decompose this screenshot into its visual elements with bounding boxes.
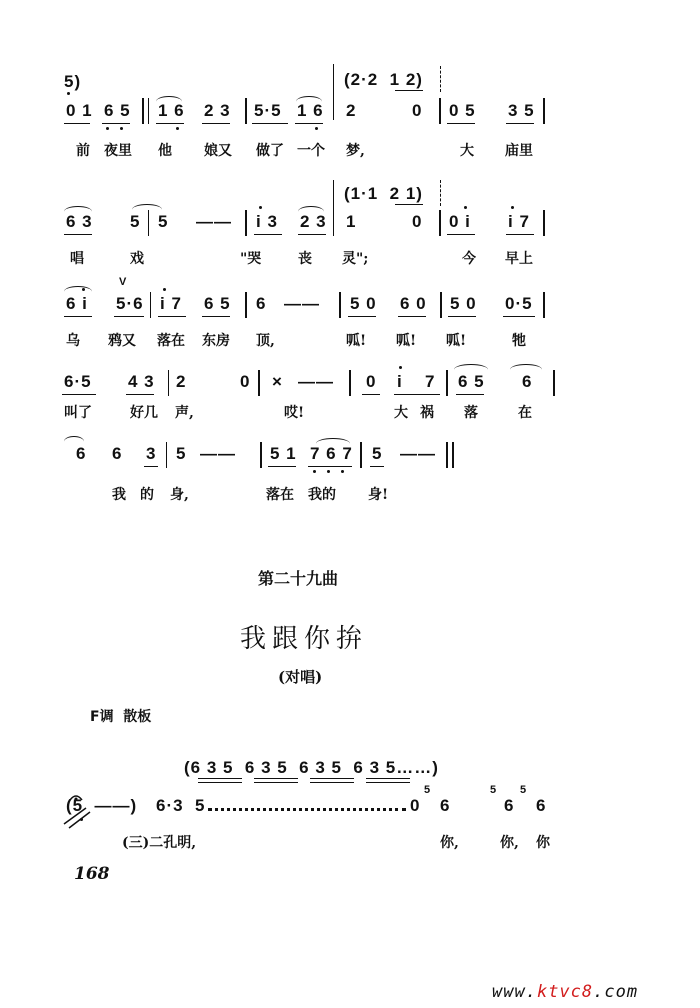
note: 5 [158,212,169,231]
lyric: "哭 [240,251,262,267]
bar-line [245,210,247,236]
lyric: 呱! [396,333,417,349]
lyric: 好几 [130,405,158,421]
bar-line [260,442,262,468]
lyric: 夜里 [104,143,132,159]
watermark-prefix: www. [492,982,537,1002]
dash: —— [200,444,236,463]
low-dot [315,127,318,130]
note: 6 [504,796,515,815]
underline [447,123,475,124]
low-dot [327,470,330,473]
lyric: 东房 [202,333,230,349]
bar-line [439,210,441,236]
low-dot [176,127,179,130]
lyric: 早上 [505,251,533,267]
high-dot [163,288,166,291]
high-dot [511,206,514,209]
underline [348,316,376,317]
underline [394,394,440,395]
underline [456,394,484,395]
lyric: 梦, [346,143,365,159]
lyric: 一个 [297,143,325,159]
page-number: 168 [74,864,110,884]
bar-line [150,292,151,318]
underline [158,316,186,317]
lyric: 身, [170,487,189,503]
underline [395,204,423,205]
underline [447,234,475,235]
lyric: 前 [76,143,90,159]
note-group: 6 0 [400,294,427,313]
underline [268,466,296,467]
lyric: 声, [175,405,194,421]
rest-mark: × [272,372,283,391]
note-group: 2 3 [300,212,327,231]
lyric: 顶, [256,333,275,349]
song-title: 我跟你拚 [240,624,369,654]
lyric: 鸦又 [108,333,136,349]
note: 6 [76,444,87,463]
lyric: 哎! [284,405,305,421]
grace-note: 5 [424,784,431,796]
note: 0 [366,372,377,391]
watermark-suffix: .com [593,982,639,1002]
underline [448,316,476,317]
final-bar [446,442,448,468]
note-group: 0 i [449,212,471,231]
note-group: 0 5 [449,101,476,120]
bar-line [440,292,442,318]
lyric: 叫了 [64,405,92,421]
high-dot [82,288,85,291]
dash: —— [284,294,320,313]
note-group: 5·6 [116,294,144,313]
dash: —— [298,372,334,391]
bar-line [360,442,362,468]
high-dot [464,206,467,209]
note-group: 3 5 [508,101,535,120]
lyric: 他 [158,143,172,159]
lyric: 我的 [308,487,336,503]
lyric: 你 [536,835,550,851]
lyric: 祸 [420,405,434,421]
bar-line [148,98,149,124]
lyric: 大 [460,143,474,159]
grace-note: 5 [520,784,527,796]
bar-line [142,98,144,124]
note: 7 [425,372,436,391]
lyric: 落在 [157,333,185,349]
bar-line [543,98,545,124]
bar-line [349,370,351,396]
lyric: 在 [518,405,532,421]
note: 1 [346,212,357,231]
pickup-note: 5) [64,72,82,91]
note-group: 5·5 [254,101,282,120]
underline [62,394,96,395]
bar-line [168,370,169,396]
underline [126,394,154,395]
note-group: 1 6 [297,101,324,120]
lyric: 丧 [298,251,312,267]
note: 0 [412,212,423,231]
note-group: 6 5 [458,372,485,391]
lyric: 落 [464,405,478,421]
note: 3 [146,444,157,463]
note-group: 4 3 [128,372,155,391]
underline [64,123,90,124]
underline [295,123,323,124]
low-dot [313,470,316,473]
underline [102,123,130,124]
note-group: 6 i [66,294,88,313]
underline [506,234,534,235]
lyric: 唱 [70,251,84,267]
dashed-bar [440,180,441,206]
underline [254,778,298,779]
lyric: 的 [140,487,154,503]
grace-note: 5 [490,784,497,796]
low-dot [106,127,109,130]
bar-line [543,292,545,318]
note-group: 6 3 [66,212,93,231]
lyric: 牠 [512,333,526,349]
underline [254,782,298,783]
lyric: 今 [462,251,476,267]
high-dot [399,366,402,369]
repeat-bar [333,64,334,120]
underline [202,316,230,317]
low-dot [67,92,70,95]
bracket-phrase: (2·2 1 2) [344,70,423,89]
note: 6 [440,796,451,815]
note-group: 5 1 [270,444,297,463]
underline [252,123,288,124]
note: 6 [256,294,267,313]
low-dot [341,470,344,473]
note: 5 [176,444,187,463]
lyric: 做了 [256,143,284,159]
underline [395,90,423,91]
free-phrase: (5 ——) [66,796,138,815]
note: 2 [176,372,187,391]
underline [366,782,410,783]
underline [156,123,184,124]
repeat-bar [333,180,334,236]
watermark-brand: ktvc8 [536,982,594,1002]
lyric: 落在 [266,487,294,503]
underline [64,316,92,317]
lyric: 你, [440,835,459,851]
breath-mark: V [119,276,127,288]
bar-line [245,98,247,124]
underline [366,778,410,779]
lyric: 灵"; [342,251,369,267]
bar-line [166,442,167,468]
underline [370,466,384,467]
bar-line [258,370,260,396]
underline [503,316,535,317]
underline [506,123,534,124]
note-group: 0·5 [505,294,533,313]
note-group: 6 5 [104,101,131,120]
bar-line [446,370,448,396]
low-dot [120,127,123,130]
dash: —— [196,212,232,231]
bar-line [553,370,555,396]
note-group: 7 6 7 [310,444,353,463]
final-bar [452,442,454,468]
underline [198,782,242,783]
low-dot [80,818,83,821]
note: 5 [130,212,141,231]
key-tempo: F调 散板 [90,709,152,725]
note-group: 1 6 [158,101,185,120]
lyric: 呱! [446,333,467,349]
underline [308,466,352,467]
underline [144,466,158,467]
dashed-bar [440,66,441,92]
bar-line [245,292,247,318]
underline [202,123,230,124]
note: 0 [240,372,251,391]
note: 6 [112,444,123,463]
note-group: i 7 [160,294,182,313]
underline [114,316,144,317]
note-group: i 3 [256,212,278,231]
lyric: (三)二孔明, [122,835,197,851]
watermark [492,982,638,1002]
note: 5 [372,444,383,463]
underline [298,234,326,235]
underline [362,394,380,395]
note: 6 [522,372,533,391]
note-group: 5 0 [450,294,477,313]
note: 0 [412,101,423,120]
slur [296,96,322,107]
lyric: 呱! [346,333,367,349]
underline [64,234,92,235]
note: 0 [410,796,421,815]
dash: —— [400,444,436,463]
bar-line [339,292,341,318]
lyric: 我 [112,487,126,503]
intro-phrase: (6 3 5 6 3 5 6 3 5 6 3 5……) [184,758,439,777]
high-dot [259,206,262,209]
lyric: 庙里 [505,143,533,159]
lyric: 娘又 [204,143,232,159]
lyric: 戏 [130,251,144,267]
underline [310,782,354,783]
note-group: 0 1 [66,101,93,120]
bar-line [439,98,441,124]
underline [310,778,354,779]
song-number: 第二十九曲 [258,569,339,588]
lyric: 身! [368,487,389,503]
hold-dots [208,808,406,811]
note-group: 5 0 [350,294,377,313]
lyric: 大 [394,405,408,421]
bracket-phrase: (1·1 2 1) [344,184,423,203]
note: 2 [346,101,357,120]
underline [198,778,242,779]
free-phrase: 6·3 5 [156,796,206,815]
note-group: 6·5 [64,372,92,391]
note: 6 [536,796,547,815]
lyric: 乌 [66,333,80,349]
note-group: 6 5 [204,294,231,313]
note-group: i 7 [508,212,530,231]
lyric: 你, [500,835,519,851]
note: i [397,372,403,391]
bar-line [543,210,545,236]
underline [254,234,282,235]
note-group: 2 3 [204,101,231,120]
underline [398,316,426,317]
song-subtitle: (对唱) [278,668,323,686]
